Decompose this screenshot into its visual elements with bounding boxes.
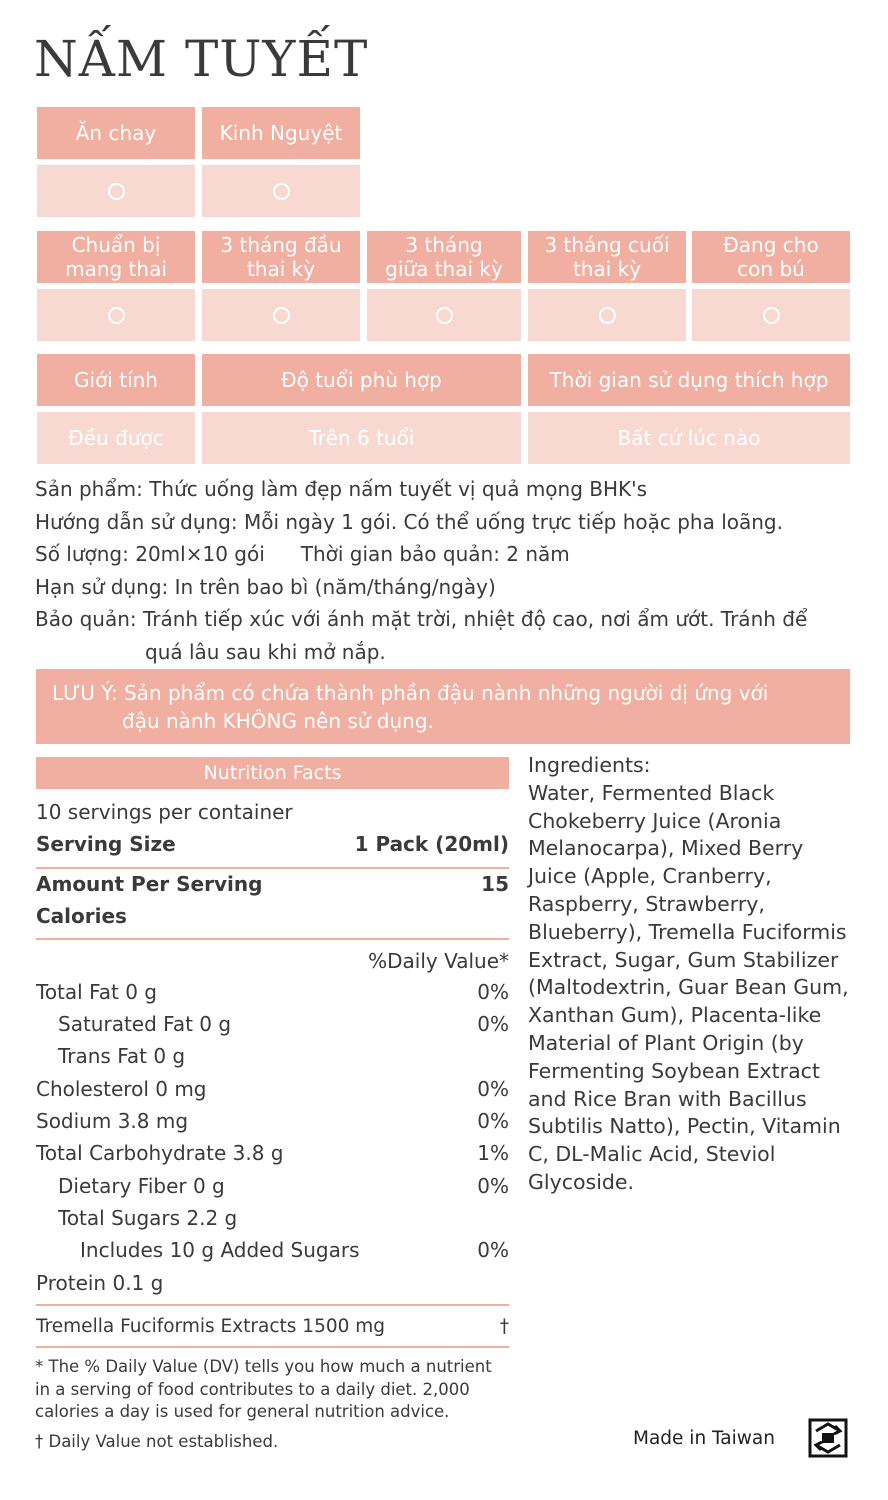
header-vegetarian: Ăn chay — [37, 107, 195, 159]
daily-value-footnote: * The % Daily Value (DV) tells you how much a nutrient in a serving of food contributes to a daily diet. 2,000 calories a day is used for general nutrition advice. — [35, 1357, 492, 1421]
header-menstruation: Kinh Nguyệt — [202, 107, 360, 159]
value-breastfeeding — [692, 289, 850, 341]
nutrient-dv: 0% — [477, 1238, 509, 1262]
nutrient-dv: 0% — [477, 1109, 509, 1133]
circle-icon — [273, 307, 290, 324]
circle-icon — [763, 307, 780, 324]
notice-line-1: LƯU Ý: Sản phẩm có chứa thành phần đậu nành những người dị ứng với — [52, 681, 769, 705]
extract-label: Tremella Fuciformis Extracts 1500 mg — [36, 1316, 386, 1337]
nutrient-label: Includes 10 g Added Sugars — [80, 1238, 360, 1262]
daily-value-header: %Daily Value* — [368, 949, 509, 973]
circle-icon — [599, 307, 616, 324]
nutrient-label: Saturated Fat 0 g — [58, 1012, 232, 1036]
value-age: Trên 6 tuổi — [202, 412, 521, 464]
nutrient-label: Total Carbohydrate 3.8 g — [36, 1141, 284, 1165]
header-first-trimester: 3 tháng đầu thai kỳ — [202, 231, 360, 283]
nutrient-dv: 1% — [477, 1141, 509, 1165]
serving-size-row — [36, 832, 509, 856]
nutrient-label: Protein 0.1 g — [36, 1271, 164, 1295]
notice-line-2: đậu nành KHÔNG nên sử dụng. — [122, 709, 434, 733]
nutrient-dv: 0% — [477, 1174, 509, 1198]
info-shelf-life: Thời gian bảo quản: 2 năm — [300, 542, 570, 566]
header-preparing-pregnancy: Chuẩn bị mang thai — [37, 231, 195, 283]
info-expiry: Hạn sử dụng: In trên bao bì (năm/tháng/ngày) — [35, 574, 496, 599]
nutrient-dv: 0% — [477, 1012, 509, 1036]
nutrition-facts-title: Nutrition Facts — [36, 757, 509, 789]
recycle-icon — [808, 1418, 848, 1458]
header-third-trimester: 3 tháng cuối thai kỳ — [528, 231, 686, 283]
value-third-trimester — [528, 289, 686, 341]
header-second-trimester: 3 tháng giữa thai kỳ — [367, 231, 521, 283]
nutrient-label: Total Fat 0 g — [36, 980, 157, 1004]
calories-label: Calories — [36, 904, 127, 928]
allergy-notice — [36, 669, 850, 744]
nutrient-row — [36, 1271, 509, 1295]
nutrient-dv: 0% — [477, 1077, 509, 1101]
nutrient-row — [36, 980, 509, 1004]
nutrient-row — [36, 1238, 509, 1262]
product-title: NẤM TUYẾT — [34, 30, 369, 88]
nutrient-row — [36, 1174, 509, 1198]
nutrient-label: Sodium 3.8 mg — [36, 1109, 189, 1133]
value-usage-time: Bất cứ lúc nào — [528, 412, 850, 464]
header-breastfeeding: Đang cho con bú — [692, 231, 850, 283]
extract-row — [36, 1316, 509, 1337]
divider — [36, 1346, 509, 1348]
extract-mark: † — [499, 1316, 509, 1337]
amount-per-serving-row — [36, 872, 509, 896]
circle-icon — [108, 307, 125, 324]
nutrient-dv: 0% — [477, 980, 509, 1004]
circle-icon — [273, 183, 290, 200]
info-quantity-row — [35, 538, 855, 571]
value-vegetarian — [37, 165, 195, 217]
nutrient-label: Trans Fat 0 g — [58, 1044, 186, 1068]
info-storage: Bảo quản: Tránh tiếp xúc với ánh mặt trời, nhiệt độ cao, nơi ẩm ướt. Tránh để — [35, 607, 808, 631]
amount-per-serving-label: Amount Per Serving — [36, 872, 263, 896]
header-age: Độ tuổi phù hợp — [202, 354, 521, 406]
info-quantity: Số lượng: 20ml×10 gói — [35, 542, 265, 566]
circle-icon — [108, 183, 125, 200]
nutrient-row — [36, 1012, 509, 1036]
circle-icon — [436, 307, 453, 324]
nutrient-row — [36, 1044, 509, 1068]
nutrient-row — [36, 1141, 509, 1165]
value-preparing-pregnancy — [37, 289, 195, 341]
ingredients-heading: Ingredients: — [528, 753, 651, 777]
nutrient-row — [36, 1206, 509, 1230]
ingredients-text: Water, Fermented Black Chokeberry Juice (Aronia Melanocarpa), Mixed Berry Juice (Apple, Cranberry, Raspberry, Strawberry, Blueberry), Tremella Fuciformis Extract, Sugar, Gum Stabilizer (Maltodextrin, Guar Bean Gum, Xanthan Gum), Placenta-like Material of Plant Origin (by Fermenting Soybean Extract and Rice Bran with Bacillus Subtilis Natto), Pectin, Vitamin C, DL-Malic Acid, Steviol Glycoside. — [528, 780, 849, 1194]
nutrient-label: Total Sugars 2.2 g — [58, 1206, 238, 1230]
serving-size-value: 1 Pack (20ml) — [354, 832, 509, 856]
header-gender: Giới tính — [37, 354, 195, 406]
footnote — [35, 1356, 515, 1453]
header-usage-time: Thời gian sử dụng thích hợp — [528, 354, 850, 406]
divider — [36, 1304, 509, 1306]
divider — [36, 867, 509, 869]
value-gender: Đều được — [37, 412, 195, 464]
info-storage-continued: quá lâu sau khi mở nắp. — [145, 639, 386, 664]
servings-per-container: 10 servings per container — [36, 800, 293, 824]
nutrient-label: Dietary Fiber 0 g — [58, 1174, 225, 1198]
divider — [36, 938, 509, 940]
product-info — [35, 473, 855, 668]
made-in-label: Made in Taiwan — [633, 1428, 775, 1449]
nutrient-row — [36, 1109, 509, 1133]
calories-value: 15 — [481, 872, 509, 896]
value-first-trimester — [202, 289, 360, 341]
ingredients — [528, 752, 858, 1197]
serving-size-label: Serving Size — [36, 832, 176, 856]
info-usage: Hướng dẫn sử dụng: Mỗi ngày 1 gói. Có thể uống trực tiếp hoặc pha loãng. — [35, 509, 783, 534]
info-product: Sản phẩm: Thức uống làm đẹp nấm tuyết vị quả mọng BHK's — [35, 477, 648, 501]
value-second-trimester — [367, 289, 521, 341]
value-menstruation — [202, 165, 360, 217]
dagger-footnote: † Daily Value not established. — [35, 1431, 279, 1451]
nutrient-label: Cholesterol 0 mg — [36, 1077, 207, 1101]
nutrient-row — [36, 1077, 509, 1101]
